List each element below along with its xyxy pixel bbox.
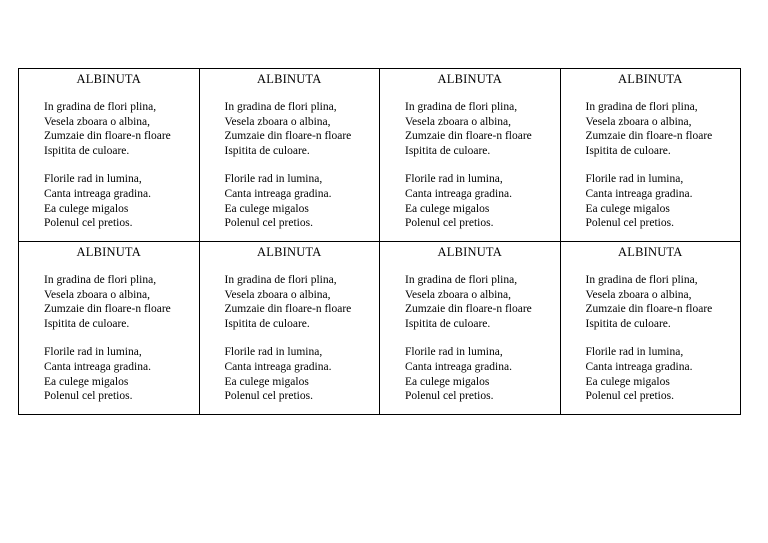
poem-stanza [586, 172, 741, 230]
poem-line: Polenul cel pretios. [44, 217, 133, 230]
poem-line: Ea culege migalos [405, 375, 490, 388]
poem-card [199, 69, 380, 242]
poem-line: Canta intreaga gradina. [44, 187, 151, 200]
poem-card-grid [18, 68, 741, 415]
poem-line: Florile rad in lumina, [44, 173, 142, 186]
poem-title: ALBINUTA [618, 72, 683, 86]
poem-line: Zumzaie din floare-n floare [44, 303, 171, 316]
poem-stanza [44, 172, 199, 230]
poem-line: Canta intreaga gradina. [224, 360, 332, 373]
poem-line: Canta intreaga gradina. [585, 187, 693, 200]
poem-line: Ispitita de culoare. [44, 144, 130, 157]
poem-line: Ispitita de culoare. [224, 144, 310, 157]
poem-line: Ispitita de culoare. [585, 317, 671, 330]
poem-stanza [586, 345, 741, 403]
poem-stanza [225, 172, 380, 230]
poem-line: Vesela zboara o albina, [585, 115, 692, 128]
poem-stanza [586, 273, 741, 331]
poem-stanza [405, 273, 560, 331]
poem-line: Florile rad in lumina, [585, 173, 684, 186]
poem-line: Vesela zboara o albina, [224, 115, 331, 128]
poem-line: Polenul cel pretios. [224, 217, 313, 230]
poem-line: Canta intreaga gradina. [405, 187, 512, 200]
poem-title: ALBINUTA [618, 245, 683, 259]
poem-line: Polenul cel pretios. [585, 217, 674, 230]
poem-line: Florile rad in lumina, [585, 346, 684, 359]
poem-stanza [44, 273, 199, 331]
poem-line: In gradina de flori plina, [44, 101, 157, 113]
poem-line: Ea culege migalos [44, 202, 129, 215]
poem-line: In gradina de flori plina, [585, 101, 698, 113]
poem-line: Polenul cel pretios. [405, 390, 494, 403]
poem-stanza [225, 100, 380, 158]
poem-card [19, 69, 200, 242]
poem-row [19, 69, 741, 242]
poem-line: In gradina de flori plina, [405, 274, 518, 286]
poem-card-content [200, 69, 380, 231]
poem-line: Canta intreaga gradina. [44, 360, 151, 373]
poem-line: Zumzaie din floare-n floare [585, 303, 713, 316]
poem-line: Vesela zboara o albina, [44, 288, 151, 301]
poem-line: Zumzaie din floare-n floare [405, 130, 532, 143]
poem-line: Zumzaie din floare-n floare [224, 303, 352, 316]
poem-line: In gradina de flori plina, [585, 274, 698, 286]
poem-card [380, 69, 561, 242]
poem-line: Ispitita de culoare. [405, 144, 491, 157]
poem-title: ALBINUTA [257, 72, 322, 86]
poem-line: Polenul cel pretios. [44, 390, 133, 403]
poem-stanza [405, 345, 560, 403]
poem-stanza [586, 100, 741, 158]
poem-line: Ea culege migalos [224, 375, 309, 388]
poem-title: ALBINUTA [257, 245, 322, 259]
poem-line: Canta intreaga gradina. [585, 360, 693, 373]
poem-line: Polenul cel pretios. [405, 217, 494, 230]
poem-line: Zumzaie din floare-n floare [224, 130, 352, 143]
poem-stanza [225, 345, 380, 403]
poem-card-content [561, 242, 741, 404]
poem-line: Vesela zboara o albina, [224, 288, 331, 301]
poem-stanza [44, 345, 199, 403]
poem-card-content [200, 242, 380, 404]
poem-card [19, 242, 200, 415]
poem-card [380, 242, 561, 415]
poem-line: Ea culege migalos [585, 202, 670, 215]
poem-line: Polenul cel pretios. [224, 390, 313, 403]
poem-stanza [405, 172, 560, 230]
poem-line: Zumzaie din floare-n floare [405, 303, 532, 316]
poem-line: Florile rad in lumina, [405, 346, 503, 359]
poem-line: Vesela zboara o albina, [585, 288, 692, 301]
poem-card-content [561, 69, 741, 231]
poem-line: In gradina de flori plina, [224, 274, 337, 286]
poem-card-content [19, 242, 199, 404]
poem-stanza [405, 100, 560, 158]
poem-line: Florile rad in lumina, [405, 173, 503, 186]
poem-title: ALBINUTA [437, 245, 502, 259]
poem-line: Vesela zboara o albina, [405, 115, 512, 128]
poem-card-content [19, 69, 199, 231]
poem-line: Ispitita de culoare. [585, 144, 671, 157]
poem-line: In gradina de flori plina, [224, 101, 337, 113]
poem-line: Vesela zboara o albina, [44, 115, 151, 128]
poem-line: Ea culege migalos [585, 375, 670, 388]
poem-stanza [225, 273, 380, 331]
poem-line: Florile rad in lumina, [44, 346, 142, 359]
poem-title: ALBINUTA [76, 245, 141, 259]
poem-card [560, 69, 741, 242]
poem-title: ALBINUTA [437, 72, 502, 86]
poem-line: Florile rad in lumina, [224, 346, 323, 359]
poem-card [199, 242, 380, 415]
poem-line: Ea culege migalos [44, 375, 129, 388]
poem-line: Ispitita de culoare. [44, 317, 130, 330]
poem-stanza [44, 100, 199, 158]
poem-card-content [380, 69, 560, 231]
poem-line: Ispitita de culoare. [224, 317, 310, 330]
poem-line: Ea culege migalos [405, 202, 490, 215]
poem-line: In gradina de flori plina, [44, 274, 157, 286]
poem-line: Vesela zboara o albina, [405, 288, 512, 301]
poem-card [560, 242, 741, 415]
poem-line: Ea culege migalos [224, 202, 309, 215]
poem-line: Florile rad in lumina, [224, 173, 323, 186]
poem-row [19, 242, 741, 415]
poem-line: Zumzaie din floare-n floare [44, 130, 171, 143]
poem-title: ALBINUTA [76, 72, 141, 86]
poem-line: Zumzaie din floare-n floare [585, 130, 713, 143]
poem-grid-body [19, 69, 741, 415]
poem-line: Polenul cel pretios. [585, 390, 674, 403]
poem-line: Canta intreaga gradina. [405, 360, 512, 373]
poem-line: In gradina de flori plina, [405, 101, 518, 113]
poem-line: Canta intreaga gradina. [224, 187, 332, 200]
poem-line: Ispitita de culoare. [405, 317, 491, 330]
poem-card-content [380, 242, 560, 404]
